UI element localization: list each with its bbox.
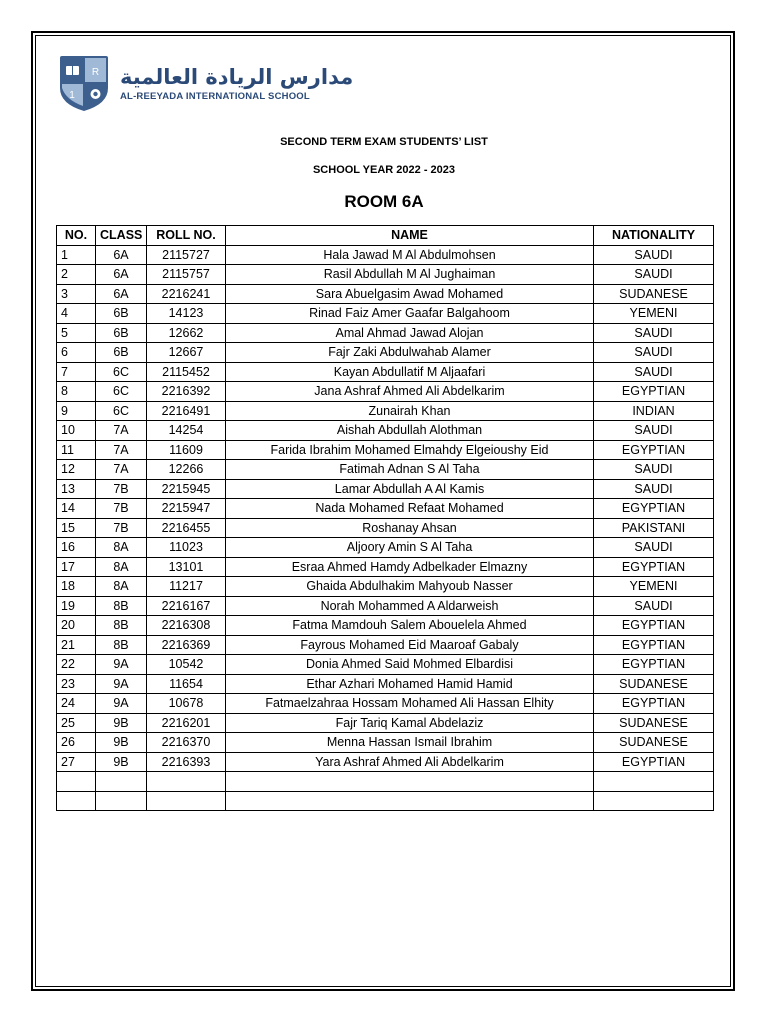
document-title: SECOND TERM EXAM STUDENTS’ LIST xyxy=(280,136,488,148)
cell-no: 3 xyxy=(57,284,96,304)
table-row xyxy=(57,499,714,519)
cell-name: Hala Jawad M Al Abdulmohsen xyxy=(226,245,594,265)
school-year: SCHOOL YEAR 2022 - 2023 xyxy=(312,164,456,176)
table-row xyxy=(57,538,714,558)
cell-class: 8A xyxy=(96,577,147,597)
cell-nationality: SAUDI xyxy=(594,245,714,265)
cell-roll-no: 2216393 xyxy=(147,752,226,772)
cell-roll-no: 2216491 xyxy=(147,401,226,421)
table-row xyxy=(57,791,714,811)
cell-nationality: INDIAN xyxy=(594,401,714,421)
table-row xyxy=(57,265,714,285)
cell-class: 7B xyxy=(96,499,147,519)
cell-roll-no: 14123 xyxy=(147,304,226,324)
cell-name: Fajr Tariq Kamal Abdelaziz xyxy=(226,713,594,733)
cell-roll-no: 2216308 xyxy=(147,616,226,636)
cell-name: Rinad Faiz Amer Gaafar Balgahoom xyxy=(226,304,594,324)
cell-class: 7A xyxy=(96,440,147,460)
table-row xyxy=(57,245,714,265)
table-row xyxy=(57,733,714,753)
cell-name: Fatma Mamdouh Salem Abouelela Ahmed xyxy=(226,616,594,636)
students-table xyxy=(56,225,714,811)
cell-name: Fajr Zaki Abdulwahab Alamer xyxy=(226,343,594,363)
cell-no: 16 xyxy=(57,538,96,558)
cell-class: 9B xyxy=(96,733,147,753)
table-row xyxy=(57,382,714,402)
cell-roll-no: 2115757 xyxy=(147,265,226,285)
logo-letter-1: 1 xyxy=(69,90,75,101)
cell-no: 7 xyxy=(57,362,96,382)
table-row xyxy=(57,460,714,480)
cell-roll-no: 2216455 xyxy=(147,518,226,538)
cell-class: 6C xyxy=(96,401,147,421)
cell-name: Menna Hassan Ismail Ibrahim xyxy=(226,733,594,753)
table-row xyxy=(57,401,714,421)
cell-name: Norah Mohammed A Aldarweish xyxy=(226,596,594,616)
cell-nationality: PAKISTANI xyxy=(594,518,714,538)
cell-nationality: EGYPTIAN xyxy=(594,616,714,636)
table-row xyxy=(57,557,714,577)
cell-name: Ethar Azhari Mohamed Hamid Hamid xyxy=(226,674,594,694)
cell-roll-no: 2216369 xyxy=(147,635,226,655)
cell-class: 7A xyxy=(96,460,147,480)
cell-roll-no: 11654 xyxy=(147,674,226,694)
table-row xyxy=(57,323,714,343)
cell-class: 7A xyxy=(96,421,147,441)
cell-class: 8B xyxy=(96,616,147,636)
cell-no: 20 xyxy=(57,616,96,636)
cell-class: 9A xyxy=(96,674,147,694)
cell-roll-no: 12266 xyxy=(147,460,226,480)
cell-nationality: EGYPTIAN xyxy=(594,499,714,519)
cell-roll-no: 2216167 xyxy=(147,596,226,616)
cell-roll-no: 2216241 xyxy=(147,284,226,304)
room-heading: ROOM 6A xyxy=(344,192,424,211)
cell-roll-no: 12662 xyxy=(147,323,226,343)
cell-class xyxy=(96,791,147,811)
cell-roll-no: 2215945 xyxy=(147,479,226,499)
cell-nationality: SAUDI xyxy=(594,343,714,363)
school-logo xyxy=(58,54,353,112)
cell-nationality xyxy=(594,791,714,811)
cell-class: 9A xyxy=(96,655,147,675)
cell-nationality: SAUDI xyxy=(594,362,714,382)
cell-class: 6A xyxy=(96,245,147,265)
cell-nationality: SUDANESE xyxy=(594,733,714,753)
table-header-row xyxy=(57,226,714,246)
cell-roll-no: 12667 xyxy=(147,343,226,363)
table-row xyxy=(57,772,714,792)
cell-name: Amal Ahmad Jawad Alojan xyxy=(226,323,594,343)
cell-no: 19 xyxy=(57,596,96,616)
cell-nationality: EGYPTIAN xyxy=(594,440,714,460)
cell-class: 6C xyxy=(96,362,147,382)
cell-nationality: SAUDI xyxy=(594,479,714,499)
cell-name: Esraa Ahmed Hamdy Adbelkader Elmazny xyxy=(226,557,594,577)
table-row xyxy=(57,440,714,460)
cell-no: 4 xyxy=(57,304,96,324)
table-row xyxy=(57,479,714,499)
cell-no: 23 xyxy=(57,674,96,694)
cell-nationality: YEMENI xyxy=(594,304,714,324)
cell-name: Aljoory Amin S Al Taha xyxy=(226,538,594,558)
cell-name: Donia Ahmed Said Mohmed Elbardisi xyxy=(226,655,594,675)
cell-no: 26 xyxy=(57,733,96,753)
cell-nationality xyxy=(594,772,714,792)
cell-name: Aishah Abdullah Alothman xyxy=(226,421,594,441)
cell-class: 8B xyxy=(96,596,147,616)
cell-class: 6B xyxy=(96,304,147,324)
table-row xyxy=(57,518,714,538)
cell-class: 6A xyxy=(96,284,147,304)
cell-roll-no: 11609 xyxy=(147,440,226,460)
cell-no: 18 xyxy=(57,577,96,597)
cell-class: 7B xyxy=(96,479,147,499)
cell-class: 6A xyxy=(96,265,147,285)
table-row xyxy=(57,713,714,733)
cell-roll-no: 2115452 xyxy=(147,362,226,382)
cell-nationality: EGYPTIAN xyxy=(594,694,714,714)
cell-class xyxy=(96,772,147,792)
cell-nationality: EGYPTIAN xyxy=(594,635,714,655)
cell-name: Farida Ibrahim Mohamed Elmahdy Elgeioushy Eid xyxy=(226,440,594,460)
cell-roll-no: 14254 xyxy=(147,421,226,441)
cell-roll-no: 2216392 xyxy=(147,382,226,402)
cell-roll-no: 2215947 xyxy=(147,499,226,519)
cell-name: Roshanay Ahsan xyxy=(226,518,594,538)
cell-class: 9B xyxy=(96,713,147,733)
shield-emblem-icon xyxy=(58,54,110,112)
cell-name: Kayan Abdullatif M Aljaafari xyxy=(226,362,594,382)
cell-no: 25 xyxy=(57,713,96,733)
cell-nationality: EGYPTIAN xyxy=(594,382,714,402)
cell-no: 12 xyxy=(57,460,96,480)
cell-name: Fatmaelzahraa Hossam Mohamed Ali Hassan Elhity xyxy=(226,694,594,714)
cell-nationality: SAUDI xyxy=(594,596,714,616)
cell-no: 5 xyxy=(57,323,96,343)
logo-letter-r: R xyxy=(91,67,100,78)
cell-class: 6B xyxy=(96,343,147,363)
cell-name: Fatimah Adnan S Al Taha xyxy=(226,460,594,480)
table-row xyxy=(57,616,714,636)
cell-no: 9 xyxy=(57,401,96,421)
cell-nationality: SAUDI xyxy=(594,421,714,441)
cell-nationality: EGYPTIAN xyxy=(594,752,714,772)
cell-nationality: YEMENI xyxy=(594,577,714,597)
cell-nationality: SAUDI xyxy=(594,265,714,285)
cell-name: Yara Ashraf Ahmed Ali Abdelkarim xyxy=(226,752,594,772)
table-row xyxy=(57,752,714,772)
school-name-english: AL-REEYADA INTERNATIONAL SCHOOL xyxy=(120,90,310,102)
table-row xyxy=(57,596,714,616)
cell-name: Ghaida Abdulhakim Mahyoub Nasser xyxy=(226,577,594,597)
cell-class: 6C xyxy=(96,382,147,402)
cell-name: Jana Ashraf Ahmed Ali Abdelkarim xyxy=(226,382,594,402)
cell-class: 8A xyxy=(96,557,147,577)
cell-name: Fayrous Mohamed Eid Maaroaf Gabaly xyxy=(226,635,594,655)
cell-class: 8A xyxy=(96,538,147,558)
cell-roll-no: 11217 xyxy=(147,577,226,597)
table-row xyxy=(57,362,714,382)
header-no: NO. xyxy=(57,226,96,246)
cell-roll-no: 2216201 xyxy=(147,713,226,733)
cell-nationality: SUDANESE xyxy=(594,674,714,694)
cell-no: 10 xyxy=(57,421,96,441)
cell-no: 8 xyxy=(57,382,96,402)
cell-roll-no: 2115727 xyxy=(147,245,226,265)
cell-no: 17 xyxy=(57,557,96,577)
cell-no: 21 xyxy=(57,635,96,655)
cell-roll-no: 10678 xyxy=(147,694,226,714)
header-nationality: NATIONALITY xyxy=(594,226,714,246)
cell-nationality: SUDANESE xyxy=(594,284,714,304)
cell-roll-no: 2216370 xyxy=(147,733,226,753)
school-name-arabic: مدارس الريادة العالمية xyxy=(120,64,354,89)
cell-roll-no: 10542 xyxy=(147,655,226,675)
cell-no: 11 xyxy=(57,440,96,460)
table-row xyxy=(57,284,714,304)
cell-no: 1 xyxy=(57,245,96,265)
cell-name: Sara Abuelgasim Awad Mohamed xyxy=(226,284,594,304)
cell-nationality: SAUDI xyxy=(594,538,714,558)
table-row xyxy=(57,577,714,597)
header-class: CLASS xyxy=(96,226,147,246)
cell-no xyxy=(57,772,96,792)
table-row xyxy=(57,304,714,324)
table-row xyxy=(57,343,714,363)
cell-nationality: SUDANESE xyxy=(594,713,714,733)
cell-roll-no: 13101 xyxy=(147,557,226,577)
header-roll-no: ROLL NO. xyxy=(147,226,226,246)
table-row xyxy=(57,635,714,655)
cell-name: Rasil Abdullah M Al Jughaiman xyxy=(226,265,594,285)
cell-name xyxy=(226,791,594,811)
cell-no: 13 xyxy=(57,479,96,499)
cell-no: 15 xyxy=(57,518,96,538)
cell-class: 7B xyxy=(96,518,147,538)
table-row xyxy=(57,674,714,694)
cell-class: 8B xyxy=(96,635,147,655)
cell-class: 9A xyxy=(96,694,147,714)
cell-class: 6B xyxy=(96,323,147,343)
cell-name: Nada Mohamed Refaat Mohamed xyxy=(226,499,594,519)
cell-name: Lamar Abdullah A Al Kamis xyxy=(226,479,594,499)
cell-nationality: SAUDI xyxy=(594,460,714,480)
cell-name: Zunairah Khan xyxy=(226,401,594,421)
table-row xyxy=(57,421,714,441)
cell-no: 27 xyxy=(57,752,96,772)
table-row xyxy=(57,694,714,714)
cell-no: 2 xyxy=(57,265,96,285)
cell-roll-no: 11023 xyxy=(147,538,226,558)
cell-no: 24 xyxy=(57,694,96,714)
cell-no: 6 xyxy=(57,343,96,363)
header-name: NAME xyxy=(226,226,594,246)
cell-roll-no xyxy=(147,772,226,792)
cell-nationality: EGYPTIAN xyxy=(594,557,714,577)
cell-nationality: EGYPTIAN xyxy=(594,655,714,675)
table-row xyxy=(57,655,714,675)
cell-name xyxy=(226,772,594,792)
cell-no: 22 xyxy=(57,655,96,675)
cell-no: 14 xyxy=(57,499,96,519)
cell-class: 9B xyxy=(96,752,147,772)
cell-roll-no xyxy=(147,791,226,811)
cell-no xyxy=(57,791,96,811)
cell-nationality: SAUDI xyxy=(594,323,714,343)
